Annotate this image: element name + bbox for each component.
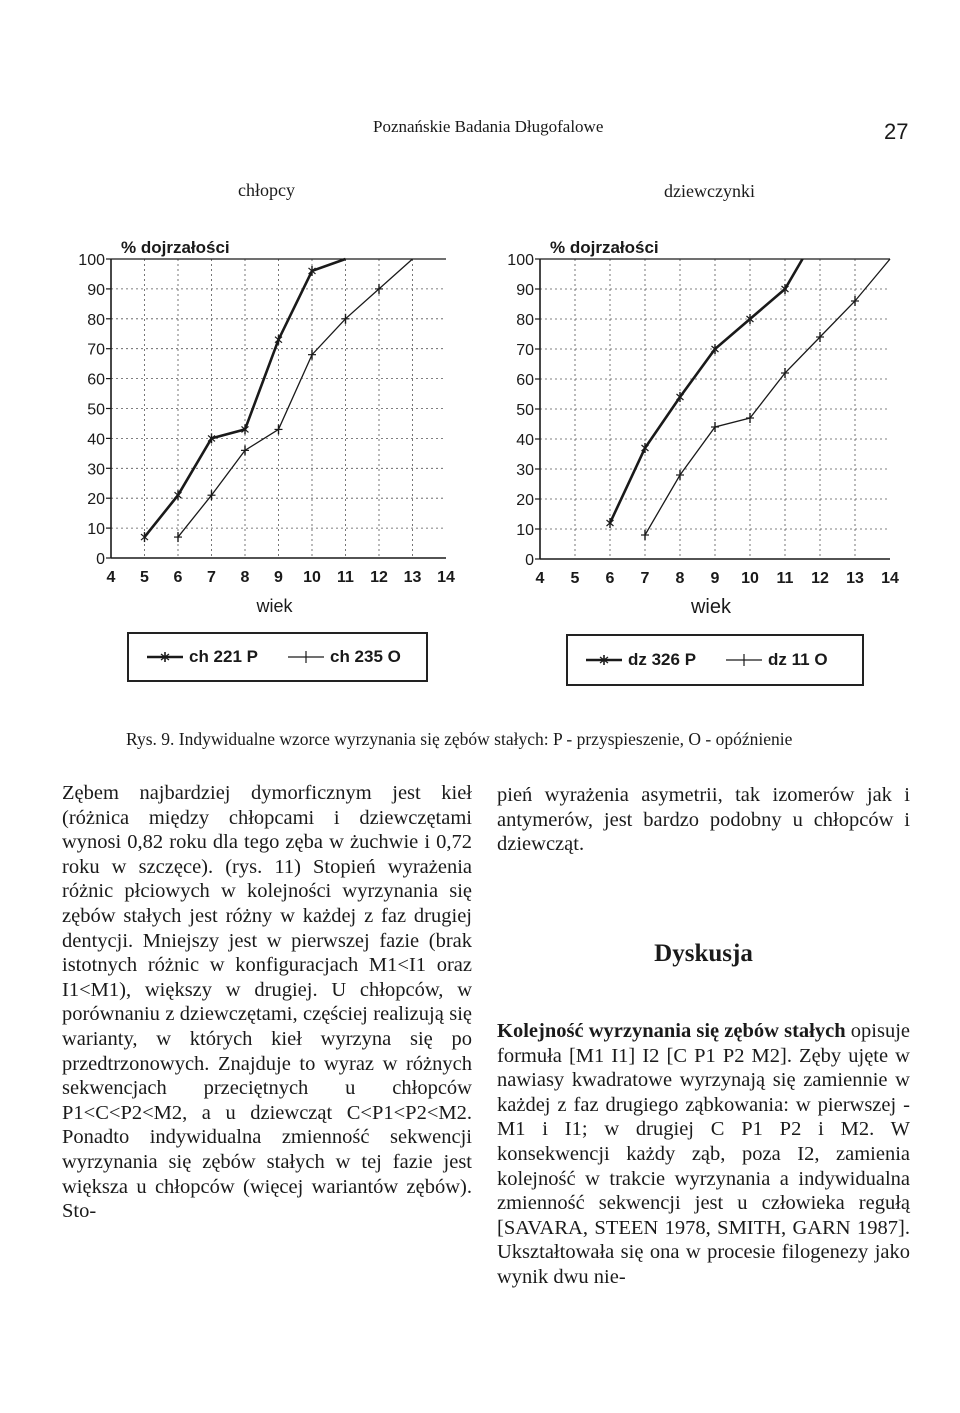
y-tick-label: 100 [78, 252, 105, 269]
y-tick-label: 20 [87, 491, 105, 509]
body-paragraph: pień wyrażenia asymetrii, tak izomerów jak i antymerów, jest bardzo podobny u chłopców i dziewcząt. [497, 784, 910, 856]
x-tick-label: 14 [881, 570, 899, 587]
thick-line-marker-icon [147, 651, 183, 663]
y-tick-label: 70 [516, 342, 534, 359]
x-tick-label: 9 [710, 570, 720, 587]
left-column [62, 781, 472, 1224]
boys-chart-legend [127, 632, 428, 682]
thin-line-marker-icon [726, 654, 762, 666]
x-tick-label: 13 [403, 569, 422, 586]
girls-chart-legend [566, 634, 864, 686]
y-tick-label: 100 [507, 252, 534, 269]
y-tick-label: 40 [516, 432, 534, 449]
series-line [610, 259, 803, 523]
legend-label: dz 326 P [628, 650, 697, 669]
y-tick-label: 10 [516, 522, 534, 539]
x-tick-label: 10 [303, 569, 321, 586]
figure-caption: Rys. 9. Indywidualne wzorce wyrzynania się zębów stałych: P - przyspieszenie, O - opóźnienie [126, 729, 793, 749]
x-tick-label: 13 [846, 570, 864, 587]
thin-line-marker-icon [288, 651, 324, 663]
x-tick-label: 4 [535, 570, 545, 587]
y-tick-label: 60 [87, 371, 105, 389]
right-column-top [497, 783, 910, 857]
x-tick-label: 11 [337, 569, 354, 586]
y-tick-label: 30 [87, 461, 105, 479]
body-paragraph: Zębem najbardziej dymorficznym jest kieł (różnica między chłopcami i dziewczętami wynosi 0,82 roku dla tego zęba w żuchwie i 0,72 roku w szczęce). (rys. 11) Stopień wyrażenia różnic płciowych w kolejności wyrzynania się zębów stałych jest różny w każdej z faz drugiej dentycji. Mniejszy jest w pierwszej fazie (brak istotnych różnic w konfiguracjach M1<I1 oraz I1<M1), większy w drugiej. U chłopców, w porównaniu z dziewczętami, częściej realizują się warianty, w których kieł wyrzyna się po przedtrzonowych. Znajduje to wyraz w różnych sekwencjach przeciętnych u chłopców P1<C<P2<M2, a u dziewcząt C<P1<P2<M2. Ponadto indywidualna zmienność sekwencji wyrzynania się zębów stałych w tej fazie jest większa u chłopców (więcej wariantów zębów). Sto- [62, 782, 472, 1223]
y-tick-label: 0 [525, 552, 534, 569]
bold-lead: Kolejność wyrzynania się zębów stałych [497, 1020, 846, 1042]
legend-item-dz-11-o [726, 650, 828, 670]
thick-line-marker-icon [586, 654, 622, 666]
right-column-bottom [497, 1019, 910, 1290]
y-tick-label: 20 [516, 492, 534, 509]
body-paragraph [497, 1019, 910, 1290]
page-number: 27 [884, 119, 909, 144]
y-tick-label: 80 [87, 311, 105, 329]
y-tick-label: 0 [96, 551, 105, 568]
legend-label: ch 235 O [330, 647, 401, 666]
y-tick-label: 80 [516, 312, 534, 329]
x-tick-label: 14 [437, 569, 455, 586]
data-point-marker [641, 530, 649, 540]
running-head: Poznańskie Badania Długofalowe [373, 117, 604, 136]
y-tick-label: 10 [87, 521, 105, 539]
girls-chart-label: dziewczynki [664, 181, 755, 201]
legend-item-dz-326-p [586, 650, 696, 670]
x-tick-label: 5 [570, 570, 580, 587]
y-tick-label: 90 [516, 282, 534, 299]
y-tick-label: 60 [516, 372, 534, 389]
x-tick-label: 6 [605, 570, 615, 587]
y-tick-label: 50 [87, 401, 105, 419]
x-tick-label: 7 [640, 570, 650, 587]
legend-label: dz 11 O [768, 650, 828, 669]
x-tick-label: 12 [811, 570, 829, 587]
legend-label: ch 221 P [189, 647, 258, 666]
section-heading: Dyskusja [654, 940, 753, 967]
paragraph-rest: opisuje formuła [M1 I1] I2 [C P1 P2 M2]. Zęby ujęte w nawiasy kwadratowe wyrzynają się zamiennie w każdej z faz drugiego ząbkowania: w pierwszej - M1 i I1; w drugiej C P1 P2 i M2. W konsekwencji każdy ząb, poza I2, zamienia kolejność w trakcie wyrzynania a indywidualna zmienność sekwencji jest u człowieka regułą [SAVARA, STEEN 1978, SMITH, GARN 1987]. Ukształtowała się ona w procesie filogenezy jako wynik dwu nie- [497, 1020, 910, 1288]
y-tick-label: 70 [87, 341, 105, 359]
y-tick-label: 50 [516, 402, 534, 419]
legend-item-ch-221-p [147, 647, 258, 667]
x-tick-label: 8 [675, 570, 685, 587]
y-tick-label: 90 [87, 281, 105, 299]
x-tick-label: 6 [173, 569, 183, 586]
x-tick-label: 11 [776, 570, 794, 587]
y-tick-label: 30 [516, 462, 534, 479]
x-axis-label: wiek [690, 596, 732, 618]
y-axis-label: % dojrzałości [550, 238, 659, 257]
x-tick-label: 4 [106, 569, 116, 586]
x-tick-label: 8 [240, 569, 250, 586]
legend-item-ch-235-o [288, 647, 401, 667]
boys-chart-label: chłopcy [238, 180, 295, 200]
y-axis-label: % dojrzałości [121, 238, 230, 257]
x-tick-label: 10 [741, 570, 759, 587]
x-tick-label: 9 [274, 569, 283, 586]
x-tick-label: 12 [370, 569, 388, 586]
y-tick-label: 40 [87, 431, 105, 449]
x-tick-label: 7 [207, 569, 216, 586]
x-tick-label: 5 [140, 569, 149, 586]
x-axis-label: wiek [256, 596, 293, 616]
